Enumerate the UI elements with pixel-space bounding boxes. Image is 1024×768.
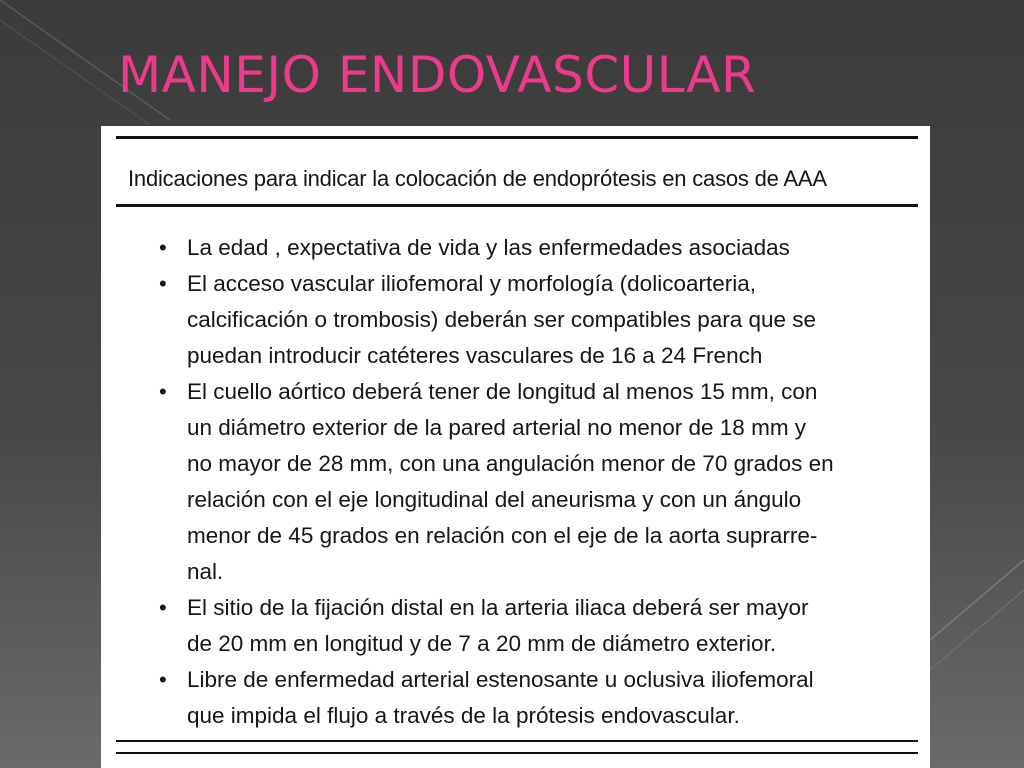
list-item-line: El sitio de la fijación distal en la arteria iliaca deberá ser mayor — [187, 595, 809, 620]
slide-title: MANEJO ENDOVASCULAR — [118, 46, 757, 104]
table-bottom-rule — [116, 740, 918, 742]
list-item-line: El acceso vascular iliofemoral y morfología (dolicoarteria, — [187, 271, 756, 296]
list-item-line: menor de 45 grados en relación con el eje de la aorta suprarre- — [187, 523, 818, 548]
table-caption: Indicaciones para indicar la colocación de endoprótesis en casos de AAA — [128, 166, 827, 191]
scanned-table-image — [101, 126, 930, 768]
list-item-line: no mayor de 28 mm, con una angulación menor de 70 grados en — [187, 451, 834, 476]
list-item-line: un diámetro exterior de la pared arterial no menor de 18 mm y — [187, 415, 807, 440]
list-item-line: nal. — [187, 559, 224, 584]
bullet-icon: • — [159, 595, 167, 620]
bullet-icon: • — [159, 235, 167, 260]
list-item-line: El cuello aórtico deberá tener de longitud al menos 15 mm, con — [187, 379, 818, 404]
list-item-line: de 20 mm en longitud y de 7 a 20 mm de diámetro exterior. — [187, 631, 777, 656]
list-item-line: relación con el eje longitudinal del aneurisma y con un ángulo — [187, 487, 802, 512]
criteria-list — [159, 230, 919, 734]
list-item-line: que impida el flujo a través de la prótesis endovascular. — [187, 703, 740, 728]
list-item-line: puedan introducir catéteres vasculares de 16 a 24 French — [187, 343, 763, 368]
bullet-icon: • — [159, 667, 167, 692]
list-item — [159, 374, 919, 590]
table-bottom-rule-double — [116, 752, 918, 754]
list-item — [159, 266, 919, 374]
list-item — [159, 662, 919, 734]
list-item — [159, 230, 919, 266]
table-top-rule — [116, 136, 918, 139]
list-item-line: calcificación o trombosis) deberán ser compatibles para que se — [187, 307, 817, 332]
list-item-line: La edad , expectativa de vida y las enfermedades asociadas — [187, 235, 790, 260]
table-header-rule — [116, 204, 918, 207]
bullet-icon: • — [159, 379, 167, 404]
list-item-line: Libre de enfermedad arterial estenosante u oclusiva iliofemoral — [187, 667, 814, 692]
bullet-icon: • — [159, 271, 167, 296]
list-item — [159, 590, 919, 662]
